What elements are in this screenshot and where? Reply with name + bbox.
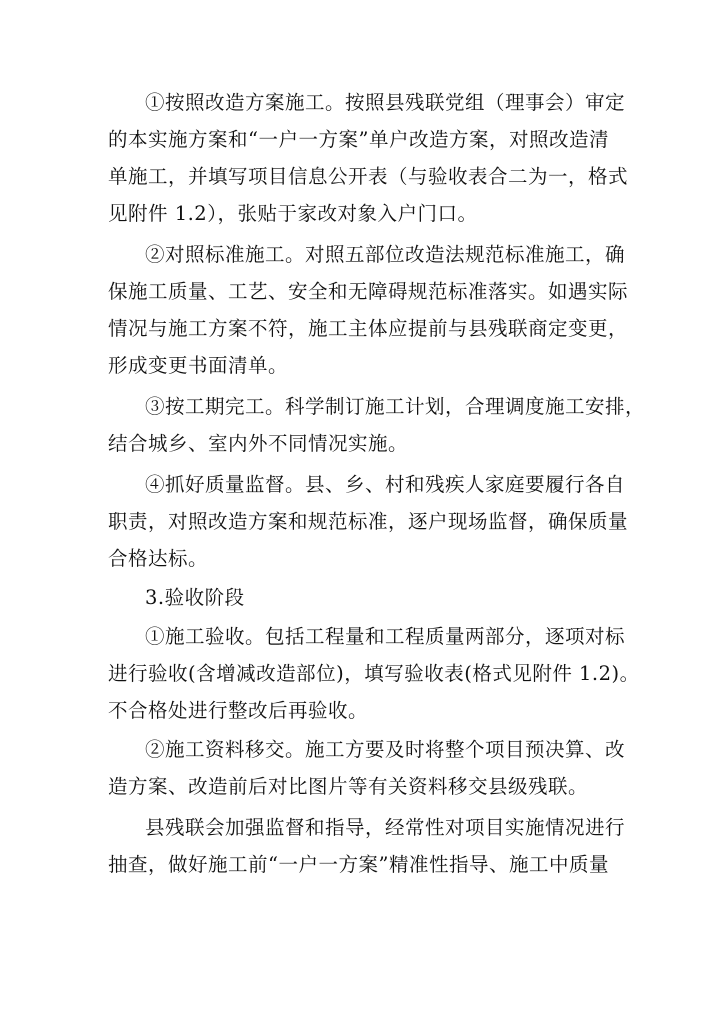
text-line: 保施工质量、工艺、安全和无障碍规范标准落实。如遇实际 xyxy=(108,280,629,303)
text-line: ①施工验收。包括工程量和工程质量两部分，逐项对标 xyxy=(145,625,626,648)
text-line: 不合格处进行整改后再验收。 xyxy=(108,699,369,722)
text-line: ③按工期完工。科学制订施工计划，合理调度施工安排， xyxy=(145,395,646,418)
text-line: ④抓好质量监督。县、乡、村和残疾人家庭要履行各自 xyxy=(145,473,626,496)
text-line: 的本实施方案和“一户一方案”单户改造方案，对照改造清 xyxy=(108,128,609,151)
section-heading: 3.验收阶段 xyxy=(145,586,245,609)
text-line: ①按照改造方案施工。按照县残联党组（理事会）审定 xyxy=(145,91,626,114)
text-line: ②对照标准施工。对照五部位改造法规范标准施工，确 xyxy=(145,243,626,266)
text-line: 抽查，做好施工前“一户一方案”精准性指导、施工中质量 xyxy=(108,853,609,876)
text-line: 造方案、改造前后对比图片等有关资料移交县级残联。 xyxy=(108,775,589,798)
text-line: 进行验收(含增减改造部位)，填写验收表(格式见附件 1.2)。 xyxy=(108,662,640,685)
text-line: ②施工资料移交。施工方要及时将整个项目预决算、改 xyxy=(145,738,626,761)
text-line: 县残联会加强监督和指导，经常性对项目实施情况进行 xyxy=(145,816,626,839)
text-line: 见附件 1.2），张贴于家改对象入户门口。 xyxy=(108,202,478,225)
text-line: 职责，对照改造方案和规范标准，逐户现场监督，确保质量 xyxy=(108,510,629,533)
text-line: 形成变更书面清单。 xyxy=(108,354,289,377)
text-line: 情况与施工方案不符，施工主体应提前与县残联商定变更， xyxy=(108,317,629,340)
text-line: 合格达标。 xyxy=(108,547,209,570)
text-line: 单施工，并填写项目信息公开表（与验收表合二为一，格式 xyxy=(108,165,629,188)
text-line: 结合城乡、室内外不同情况实施。 xyxy=(108,432,409,455)
